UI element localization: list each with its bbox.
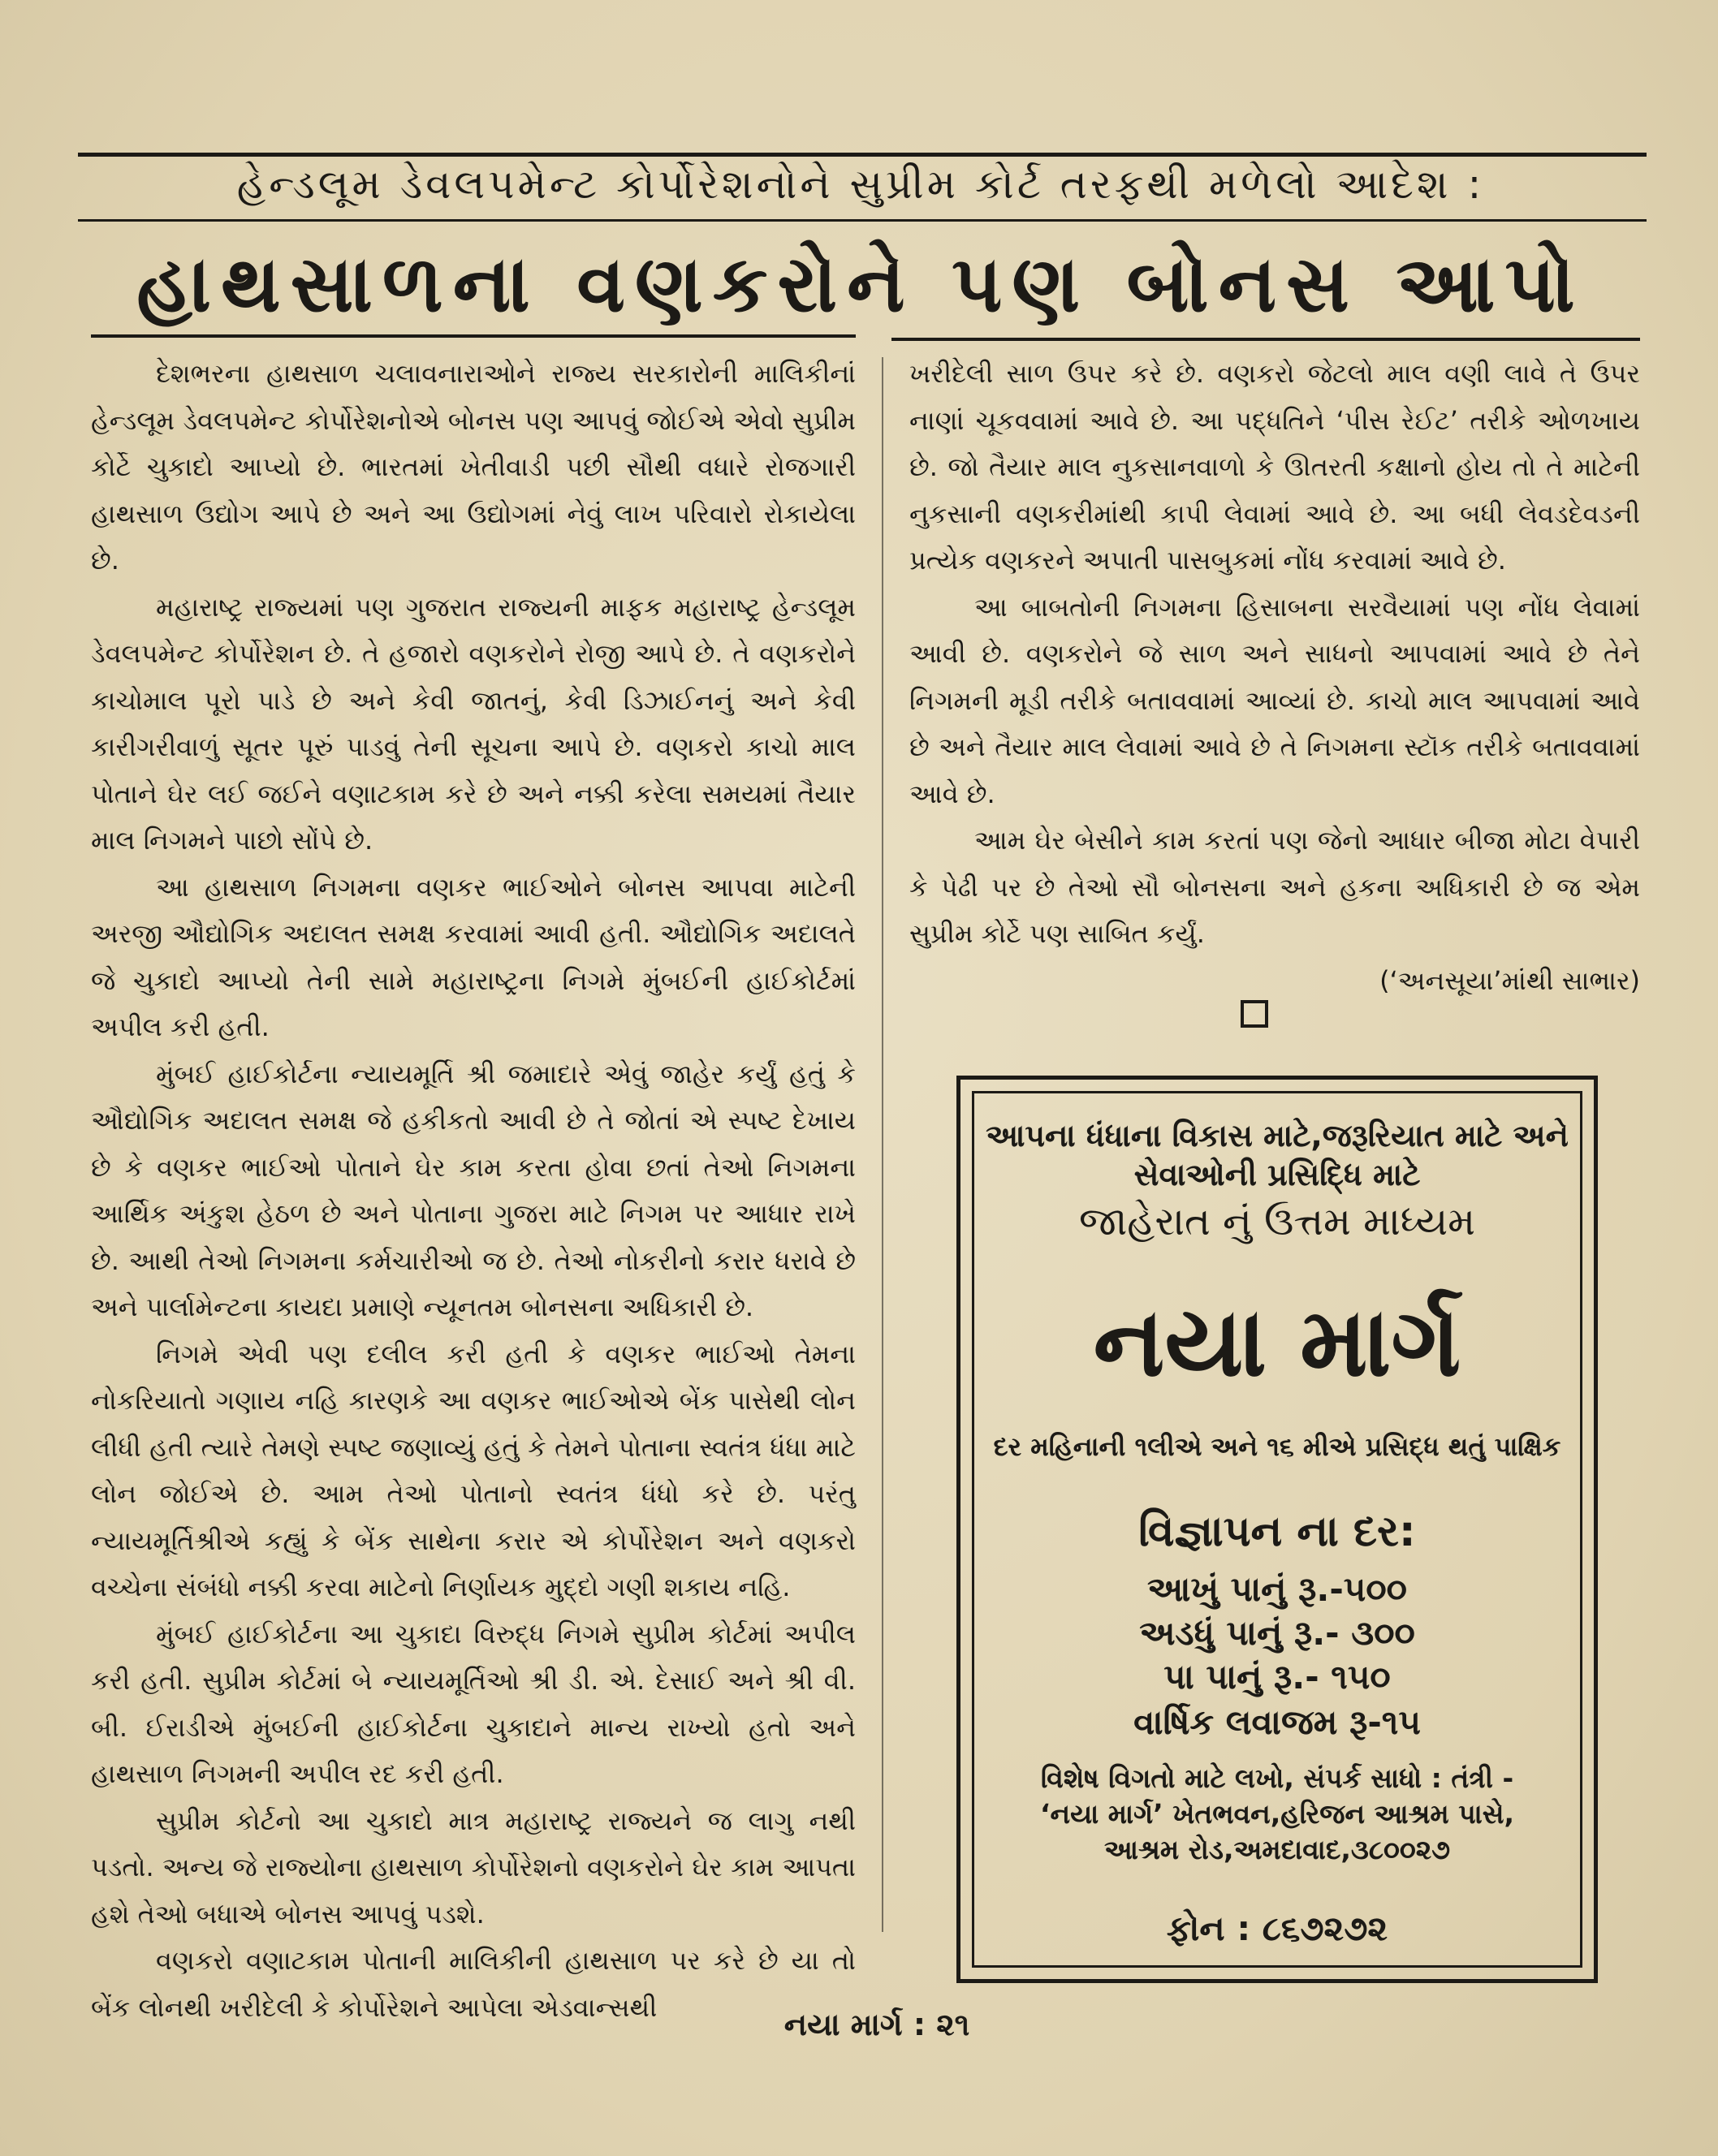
article-paragraph: નિગમે એવી પણ દલીલ કરી હતી કે વણકર ભાઈઓ તેમના નોકરિયાતો ગણાય નહિ કારણકે આ વણકર ભાઈઓએ બેંક પાસેથી લોન લીધી હતી ત્યારે તેમણે સ્પષ્ટ જણાવ્યું હતું કે તેમને પોતાના સ્વતંત્ર ધંધા માટે લોન જોઈએ છે. આમ તેઓ પોતાનો સ્વતંત્ર ધંધો કરે છે. પરંતુ ન્યાયમૂર્તિશ્રીએ કહ્યું કે બેંક સાથેના કરાર એ કોર્પોરેશન અને વણકરો વચ્ચેના સંબંધો નક્કી કરવા માટેનો નિર્ણાયક મુદ્દો ગણી શકાય નહિ. xyxy=(91,1338,856,1602)
headline-rule-right xyxy=(891,338,1640,341)
article-credit: (‘અનસૂયા’માંથી સાભાર) xyxy=(1379,964,1640,996)
article-headline: હાથસાળના વણકરોને પણ બોનસ આપો xyxy=(136,239,1585,330)
ad-rate-line: અડધું પાનું રૂ.- ૩૦૦ xyxy=(1139,1613,1415,1653)
ad-phone-number: ફોન : ૮૬૭૨૭૨ xyxy=(1166,1908,1388,1948)
ad-intro-text: આપના ધંધાના વિકાસ માટે,જરૂરિયાત માટે અને સેવાઓની પ્રસિદ્ધિ માટે xyxy=(986,1118,1569,1192)
article-column-left xyxy=(91,351,856,2031)
article-paragraph: આ હાથસાળ નિગમના વણકર ભાઈઓને બોનસ આપવા માટેની અરજી ઔદ્યોગિક અદાલત સમક્ષ કરવામાં આવી હતી. ઔદ્યોગિક અદાલતે જે ચુકાદો આપ્યો તેની સામે મહારાષ્ટ્રના નિગમે મુંબઈની હાઈકોર્ટમાં અપીલ કરી હતી. xyxy=(91,871,856,1042)
column-divider xyxy=(882,357,883,1932)
ad-subscription-line: વાર્ષિક લવાજમ રૂ-૧૫ xyxy=(1133,1702,1421,1742)
article-paragraph: આમ ઘેર બેસીને કામ કરતાં પણ જેનો આધાર બીજા મોટા વેપારી કે પેઢી પર છે તેઓ સૌ બોનસના અને હકના અધિકારી છે જ એમ સુપ્રીમ કોર્ટે પણ સાબિત કર્યું. xyxy=(909,825,1640,949)
article-paragraph: વણકરો વણાટકામ પોતાની માલિકીની હાથસાળ પર કરે છે યા તો બેંક લોનથી ખરીદેલી કે કોર્પોરેશને આપેલા એડવાન્સથી xyxy=(91,1945,856,2023)
advertisement-box xyxy=(956,1076,1598,1983)
article-paragraph: સુપ્રીમ કોર્ટનો આ ચુકાદો માત્ર મહારાષ્ટ્ર રાજ્યને જ લાગુ નથી પડતો. અન્ય જે રાજ્યોના હાથસાળ કોર્પોરેશનો વણકરોને ઘેર કામ આપતા હશે તેઓ બધાએ બોનસ આપવું પડશે. xyxy=(91,1805,856,1930)
article-paragraph: મહારાષ્ટ્ર રાજ્યમાં પણ ગુજરાત રાજ્યની માફક મહારાષ્ટ્ર હેન્ડલૂમ ડેવલપમેન્ટ કોર્પોરેશન છે. તે હજારો વણકરોને રોજી આપે છે. તે વણકરોને કાચોમાલ પૂરો પાડે છે અને કેવી જાતનું, કેવી ડિઝાઈનનું અને કેવી કારીગરીવાળું સૂતર પૂરું પાડવું તેની સૂચના આપે છે. વણકરો કાચો માલ પોતાને ઘેર લઈ જઈને વણાટકામ કરે છે અને નક્કી કરેલા સમયમાં તૈયાર માલ નિગમને પાછો સોંપે છે. xyxy=(91,591,856,856)
ad-frequency: દર મહિનાની ૧લીએ અને ૧૬ મીએ પ્રસિદ્ધ થતું પાક્ષિક xyxy=(993,1431,1561,1462)
article-paragraph: દેશભરના હાથસાળ ચલાવનારાઓને રાજ્ય સરકારોની માલિકીનાં હેન્ડલૂમ ડેવલપમેન્ટ કોર્પોરેશનોએ બોનસ પણ આપવું જોઈએ એવો સુપ્રીમ કોર્ટે ચુકાદો આપ્યો છે. ભારતમાં ખેતીવાડી પછી સૌથી વધારે રોજગારી હાથસાળ ઉદ્યોગ આપે છે અને આ ઉદ્યોગમાં નેવું લાખ પરિવારો રોકાયેલા છે. xyxy=(91,358,856,576)
ad-publication-name: નયા માર્ગ xyxy=(1093,1286,1461,1398)
article-column-right xyxy=(909,351,1640,1004)
section-separator-square-icon xyxy=(1241,1000,1268,1028)
headline-rule-left xyxy=(91,334,856,338)
ad-rates-heading: વિજ્ઞાપન ના દર: xyxy=(1138,1507,1416,1556)
article-paragraph: આ બાબતોની નિગમના હિસાબના સરવૈયામાં પણ નોંધ લેવામાં આવી છે. વણકરોને જે સાળ અને સાધનો આપવામાં આવે છે તેને નિગમની મૂડી તરીકે બતાવવામાં આવ્યાં છે. કાચો માલ આપવામાં આવે છે અને તૈયાર માલ લેવામાં આવે છે તે નિગમના સ્ટૉક તરીકે બતાવવામાં આવે છે. xyxy=(909,591,1640,809)
ad-contact-info: વિશેષ વિગતો માટે લખો, સંપર્ક સાધો : તંત્રી - ‘નયા માર્ગ’ ખેતભવન,હરિજન આશ્રમ પાસે, આશ્રમ રોડ,અમદાવાદ,૩૮૦૦૨૭ xyxy=(1039,1762,1514,1865)
article-kicker: હેન્ડલૂમ ડેવલપમેન્ટ કોર્પોરેશનોને સુપ્રીમ કોર્ટ તરફથી મળેલો આદેશ : xyxy=(236,161,1485,208)
advertisement-inner-border xyxy=(972,1091,1582,1968)
article-paragraph: મુંબઈ હાઈકોર્ટના ન્યાયમૂર્તિ શ્રી જમાદારે એવું જાહેર કર્યું હતું કે ઔદ્યોગિક અદાલત સમક્ષ જે હકીકતો આવી છે તે જોતાં એ સ્પષ્ટ દેખાય છે કે વણકર ભાઈઓ પોતાને ઘેર કામ કરતા હોવા છતાં તેઓ નિગમના આર્થિક અંકુશ હેઠળ છે અને પોતાના ગુજરા માટે નિગમ પર આધાર રાખે છે. આથી તેઓ નિગમના કર્મચારીઓ જ છે. તેઓ નોકરીનો કરાર ધરાવે છે અને પાર્લામેન્ટના કાયદા પ્રમાણે ન્યૂનતમ બોનસના અધિકારી છે. xyxy=(91,1058,856,1322)
ad-rate-line: પા પાનું રૂ.- ૧૫૦ xyxy=(1163,1657,1391,1697)
page-footer: નયા માર્ગ : ૨૧ xyxy=(783,2007,970,2042)
ad-tagline: જાહેરાત નું ઉત્તમ માધ્યમ xyxy=(1078,1199,1476,1244)
kicker-rule xyxy=(78,219,1647,222)
article-paragraph: ખરીદેલી સાળ ઉપર કરે છે. વણકરો જેટલો માલ વણી લાવે તે ઉપર નાણાં ચૂકવવામાં આવે છે. આ પદ્ધતિને ‘પીસ રેઈટ’ તરીકે ઓળખાય છે. જો તૈયાર માલ નુકસાનવાળો કે ઊતરતી કક્ષાનો હોય તો તે માટેની નુકસાની વણકરીમાંથી કાપી લેવામાં આવે છે. આ બધી લેવડદેવડની પ્રત્યેક વણકરને અપાતી પાસબુકમાં નોંધ કરવામાં આવે છે. xyxy=(909,358,1640,576)
article-paragraph: મુંબઈ હાઈકોર્ટના આ ચુકાદા વિરુદ્ધ નિગમે સુપ્રીમ કોર્ટમાં અપીલ કરી હતી. સુપ્રીમ કોર્ટમાં બે ન્યાયમૂર્તિઓ શ્રી ડી. એ. દેસાઈ અને શ્રી વી. બી. ઈરાડીએ મુંબઈની હાઈકોર્ટના ચુકાદાને માન્ય રાખ્યો હતો અને હાથસાળ નિગમની અપીલ રદ કરી હતી. xyxy=(91,1618,856,1789)
ad-rate-line: આખું પાનું રૂ.-૫૦૦ xyxy=(1147,1569,1407,1609)
